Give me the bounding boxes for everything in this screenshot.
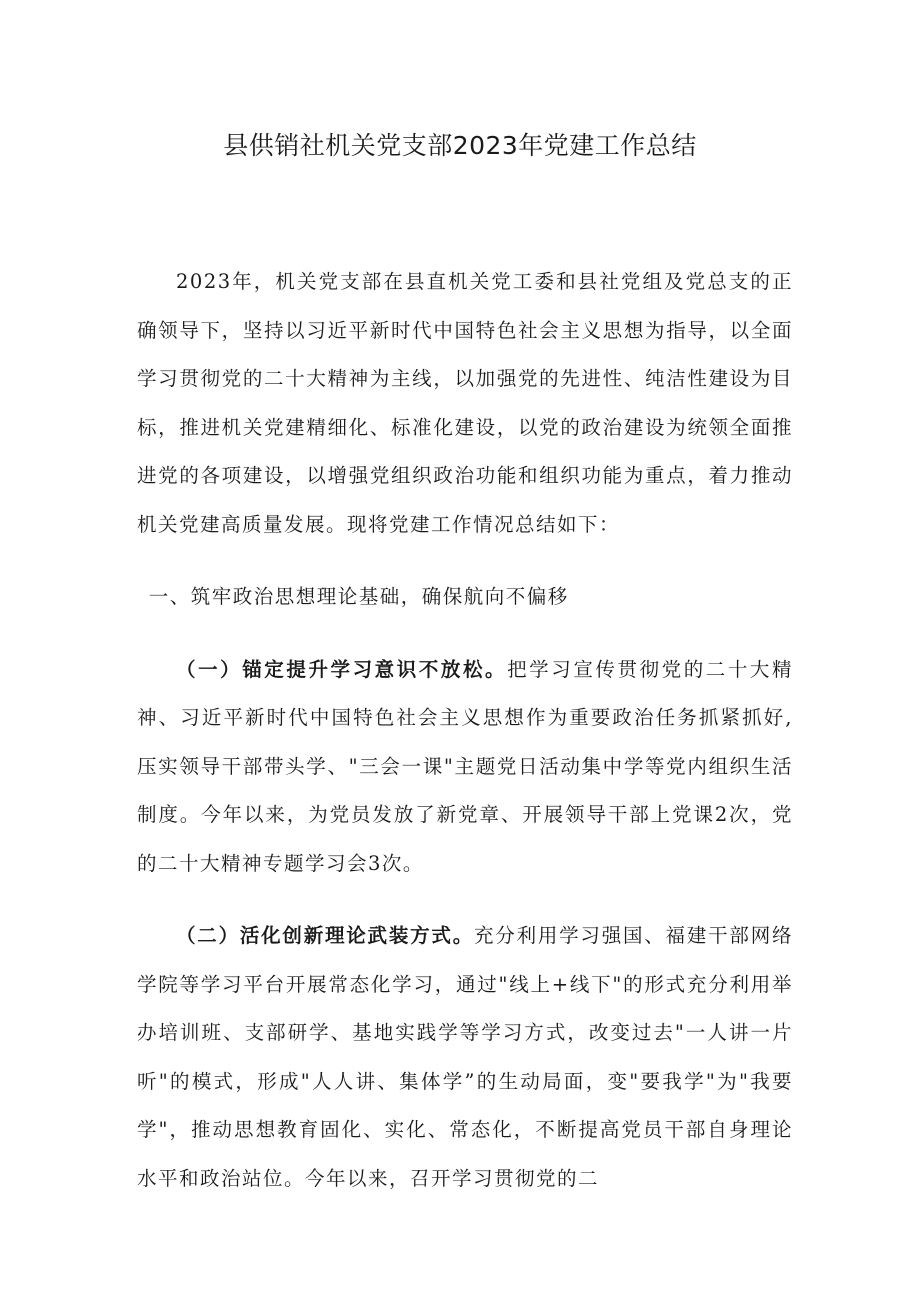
document-body <box>137 258 793 1203</box>
item-2-lead: （二）活化创新理论武装方式。 <box>176 924 474 947</box>
document-title: 县供销社机关党支部2023年党建工作总结 <box>223 131 697 160</box>
item-2-text: 充分利用学习强国、福建干部网络学院等学习平台开展常态化学习，通过"线上+线下"的形式充分利用举办培训班、支部研学、基地实践学等学习方式，改变过去"一人讲一片听"的模式，形成"人人讲、集体学”的生动局面，变"要我学"为"我要学"，推动思想教育固化、实化、常态化，不断提高党员干部自身理论水平和政治站位。今年以来，召开学习贯彻党的二 <box>137 924 793 1190</box>
item-1-lead: （一）锚定提升学习意识不放松。 <box>176 657 508 681</box>
item-1-text: 把学习宣传贯彻党的二十大精神、习近平新时代中国特色社会主义思想作为重要政治任务抓紧抓好,压实领导干部带头学、"三会一课"主题党日活动集中学等党内组织生活制度。今年以来，为党员发放了新党章、开展领导干部上党课2次，党的二十大精神专题学习会3次。 <box>137 657 793 875</box>
item-paragraph-1 <box>137 646 793 889</box>
section-heading-1: 一、筑牢政治思想理论基础，确保航向不偏移 <box>148 585 569 608</box>
item-paragraph-2 <box>137 912 793 1203</box>
intro-paragraph: 2023年，机关党支部在县直机关党工委和县社党组及党总支的正确领导下，坚持以习近平新时代中国特色社会主义思想为指导，以全面学习贯彻党的二十大精神为主线，以加强党的先进性、纯洁性建设为目标，推进机关党建精细化、标准化建设，以党的政治建设为统领全面推进党的各项建设，以增强党组织政治功能和组织功能为重点，着力推动机关党建高质量发展。现将党建工作情况总结如下： <box>137 270 793 536</box>
